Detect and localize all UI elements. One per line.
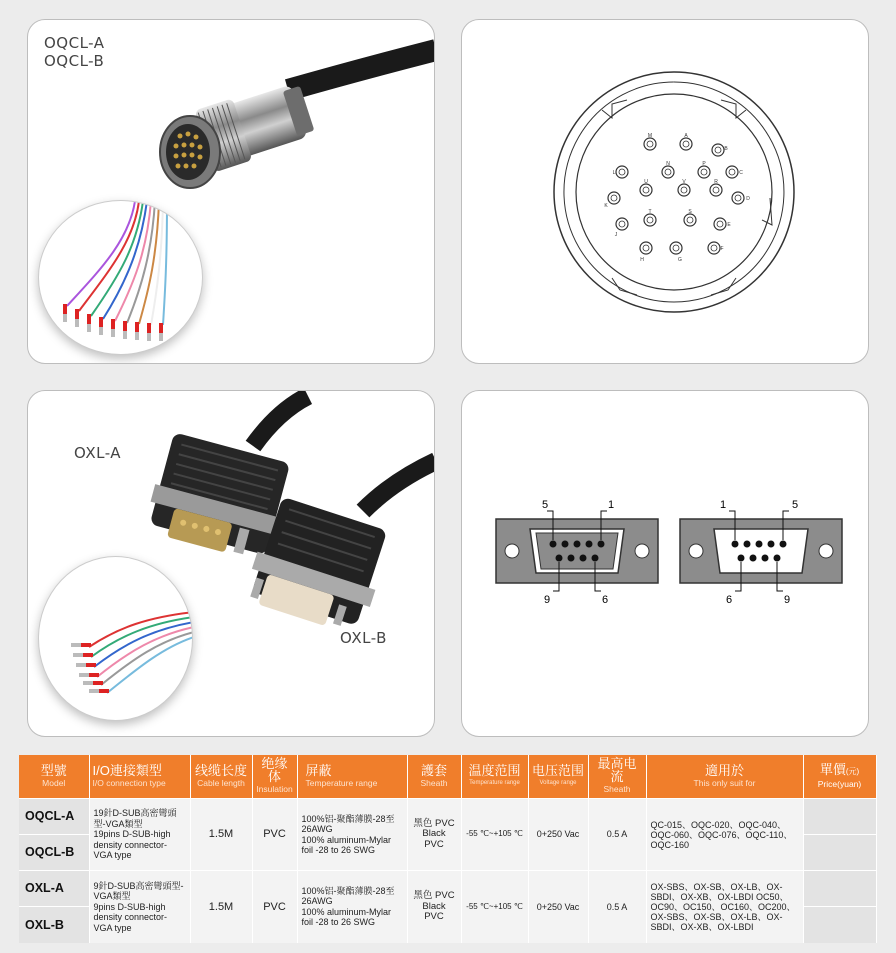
oqcl-product-panel — [27, 19, 435, 364]
header-suit: 適用於 This only suit for — [646, 755, 803, 799]
female-pin-5-label: 5 — [792, 499, 799, 511]
pin-label: H — [640, 257, 644, 263]
pin-label: M — [647, 133, 653, 139]
pin-label: V — [682, 179, 686, 185]
pin-label: A — [684, 133, 688, 139]
pin-socket — [712, 144, 724, 156]
header-io-type: I/O連接類型 I/O connection type — [89, 755, 190, 799]
suit-cell: QC-015、OQC-020、OQC-040、OQC-060、OQC-076、OQC-110、OQC-160 — [646, 799, 803, 871]
pin-socket — [708, 242, 720, 254]
pin-socket — [726, 166, 738, 178]
length-cell: 1.5M — [190, 799, 252, 871]
pin-label: E — [727, 222, 731, 228]
pin-label: J — [614, 232, 618, 238]
pin-label: K — [604, 203, 608, 209]
db9-female-diagram — [680, 499, 842, 606]
spec-table — [19, 755, 877, 943]
pin-socket — [616, 166, 628, 178]
length-cell: 1.5M — [190, 871, 252, 943]
pin-socket — [732, 192, 744, 204]
db9-pinout-diagram — [462, 391, 869, 737]
pin-socket — [644, 214, 656, 226]
model-cell: OXL-A — [19, 871, 89, 907]
male-pin-9-label: 9 — [544, 594, 551, 606]
oqcl-wires-inset — [38, 200, 203, 355]
pin-socket — [714, 218, 726, 230]
female-pin-1-label: 1 — [720, 499, 727, 511]
pin-label: U — [644, 179, 648, 185]
table-row — [19, 871, 876, 907]
pin-label: G — [678, 257, 682, 263]
temperature-cell: -55 ℃~+105 ℃ — [461, 871, 528, 943]
insulation-cell: PVC — [252, 799, 297, 871]
pin-socket — [670, 242, 682, 254]
io-type-cell: 9針D-SUB高密彎頭型-VGA類型 9pins D-SUB-high density connector-VGA type — [89, 871, 190, 943]
header-sheath: 護套 Sheath — [407, 755, 461, 799]
model-cell: OQCL-A — [19, 799, 89, 835]
sheath-cell: 黑色 PVC Black PVC — [407, 799, 461, 871]
pin-socket — [608, 192, 620, 204]
pin-label: T — [648, 209, 652, 215]
pin-socket — [640, 242, 652, 254]
pin-label: N — [666, 161, 670, 167]
header-temperature: 温度范围 Temperature range — [461, 755, 528, 799]
pin-label: D — [746, 196, 750, 202]
header-cable-length: 线缆长度 Cable length — [190, 755, 252, 799]
pin-socket — [684, 214, 696, 226]
pin-label: S — [688, 209, 692, 215]
db9-male-diagram — [496, 499, 658, 606]
io-type-cell: 19針D-SUB高密彎頭型-VGA類型 19pins D-SUB-high density connector-VGA type — [89, 799, 190, 871]
header-voltage: 电压范围 Voltage range — [528, 755, 588, 799]
pin-label: P — [702, 161, 706, 167]
pin-label: B — [724, 146, 728, 152]
table-header-row — [19, 755, 876, 799]
pin-label: F — [720, 246, 724, 252]
shield-cell: 100%铝-聚酯薄膜-28至26AWG 100% aluminum-Mylar foil -28 to 26 SWG — [297, 799, 407, 871]
header-model: 型號 Model — [19, 755, 89, 799]
pinout-db9-panel — [461, 390, 869, 737]
suit-cell: OX-SBS、OX-SB、OX-LB、OX-SBDI、OX-XB、OX-LBDI OC50、OC90、OC150、OC160、OC200、OX-SBS、OX-SB、OX-LB、OX-SBDI、OX-XB、OX-LBDI — [646, 871, 803, 943]
temperature-cell: -55 ℃~+105 ℃ — [461, 799, 528, 871]
male-pin-5-label: 5 — [542, 499, 549, 511]
oxl-product-panel — [27, 390, 435, 737]
female-pin-9-label: 9 — [784, 594, 791, 606]
model-cell: OXL-B — [19, 907, 89, 943]
price-cell — [803, 871, 876, 907]
pin-socket — [640, 184, 652, 196]
male-pin-1-label: 1 — [608, 499, 615, 511]
voltage-cell: 0+250 Vac — [528, 799, 588, 871]
pin-socket — [616, 218, 628, 230]
voltage-cell: 0+250 Vac — [528, 871, 588, 943]
current-cell: 0.5 A — [588, 799, 646, 871]
header-current: 最高电流 Sheath — [588, 755, 646, 799]
oxl-b-label: OXL-B — [340, 629, 387, 647]
pin-socket — [678, 184, 690, 196]
price-cell — [803, 835, 876, 871]
pinout-19-diagram — [462, 20, 869, 364]
pin-socket — [680, 138, 692, 150]
oqcl-b-label: OQCL-B — [44, 52, 105, 70]
price-cell — [803, 907, 876, 943]
pin-label: R — [714, 179, 718, 185]
pin-socket — [662, 166, 674, 178]
pin-socket — [698, 166, 710, 178]
table-row — [19, 799, 876, 835]
header-shield: 屏蔽 Temperature range — [297, 755, 407, 799]
header-insulation: 绝缘体 Insulation — [252, 755, 297, 799]
shield-cell: 100%铝-聚酯薄膜-28至26AWG 100% aluminum-Mylar foil -28 to 26 SWG — [297, 871, 407, 943]
female-pin-6-label: 6 — [726, 594, 733, 606]
pin-socket — [710, 184, 722, 196]
header-price: 單價(元) Price(yuan) — [803, 755, 876, 799]
pin-label: L — [612, 170, 616, 176]
oxl-wires-inset — [38, 556, 193, 721]
pin-label: C — [739, 170, 743, 176]
oqcl-a-label: OQCL-A — [44, 34, 105, 52]
model-cell: OQCL-B — [19, 835, 89, 871]
male-pin-6-label: 6 — [602, 594, 609, 606]
insulation-cell: PVC — [252, 871, 297, 943]
pinout-19-panel — [461, 19, 869, 364]
oxl-a-label: OXL-A — [74, 444, 122, 462]
sheath-cell: 黑色 PVC Black PVC — [407, 871, 461, 943]
price-cell — [803, 799, 876, 835]
current-cell: 0.5 A — [588, 871, 646, 943]
pin-socket — [644, 138, 656, 150]
